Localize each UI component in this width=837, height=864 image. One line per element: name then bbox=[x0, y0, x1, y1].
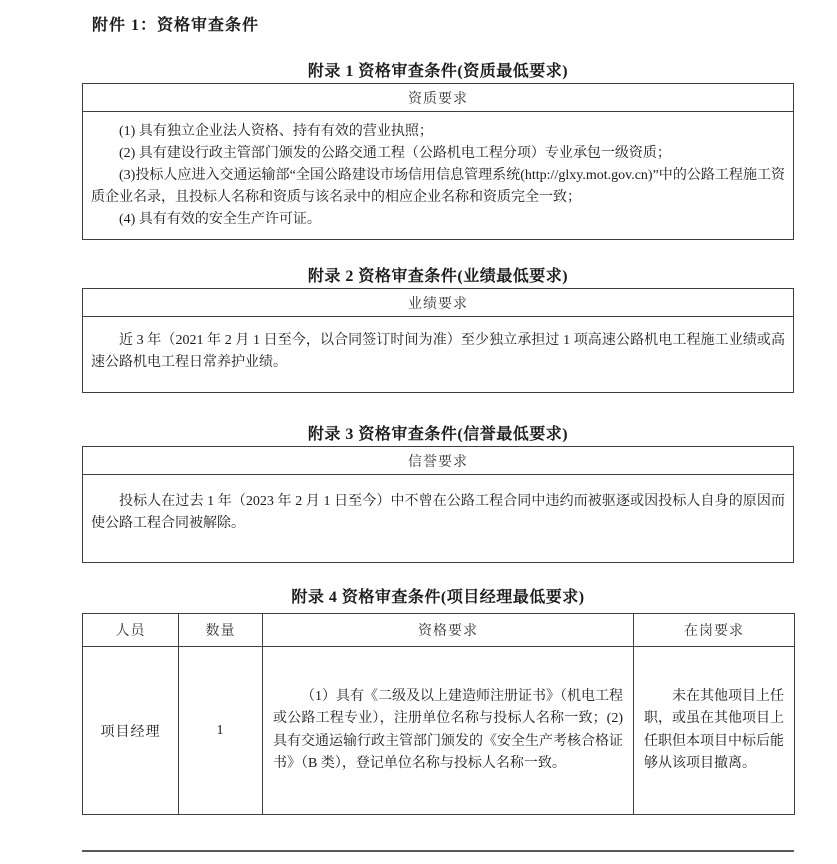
column-header-quantity: 数量 bbox=[179, 614, 263, 647]
on-duty-requirement-text: 未在其他项目上任职，或虽在其他项目上任职但本项目中标后能够从该项目撤离。 bbox=[644, 688, 784, 771]
cell-quantity: 1 bbox=[179, 647, 263, 815]
appendix-4-header-row bbox=[83, 614, 795, 647]
appendix-3-heading: 附录 3 资格审查条件(信誉最低要求) bbox=[307, 426, 569, 443]
document-title: 附件 1：资格审查条件 bbox=[92, 17, 260, 34]
qualification-item-1: (1) 具有独立企业法人资格、持有有效的营业执照； bbox=[119, 124, 433, 139]
qualification-item-2: (2) 具有建设行政主管部门颁发的公路交通工程（公路机电工程分项）专业承包一级资质； bbox=[119, 146, 671, 161]
appendix-2-table bbox=[82, 288, 794, 393]
appendix-1-heading: 附录 1 资格审查条件(资质最低要求) bbox=[307, 63, 569, 80]
appendix-3-table-header: 信誉要求 bbox=[83, 447, 794, 475]
appendix-4-table bbox=[82, 613, 795, 815]
document-page bbox=[0, 16, 837, 864]
reputation-requirement-text: 投标人在过去 1 年（2023 年 2 月 1 日至今）中不曾在公路工程合同中违约而被驱逐或因投标人自身的原因而使公路工程合同被解除。 bbox=[91, 494, 785, 531]
performance-requirement-text: 近 3 年（2021 年 2 月 1 日至今，以合同签订时间为准）至少独立承担过 1 项高速公路机电工程施工业绩或高速公路机电工程日常养护业绩。 bbox=[91, 333, 785, 370]
column-header-person: 人员 bbox=[83, 614, 179, 647]
cell-qualification bbox=[263, 647, 634, 815]
appendix-2-table-header: 业绩要求 bbox=[83, 289, 794, 317]
appendix-1-table-header: 资质要求 bbox=[83, 84, 794, 112]
qualification-requirement-text: （1）具有《二级及以上建造师注册证书》（机电工程或公路工程专业），注册单位名称与投标人名称一致；(2) 具有交通运输行政主管部门颁发的《安全生产考核合格证书》（B 类），登记单位名称与投标人名称一致。 bbox=[273, 688, 623, 771]
appendix-2-table-body bbox=[83, 317, 794, 393]
column-header-on-duty: 在岗要求 bbox=[634, 614, 795, 647]
table-row bbox=[83, 647, 795, 815]
page-bottom-rule bbox=[82, 850, 794, 852]
cell-on-duty bbox=[634, 647, 795, 815]
appendix-1-table bbox=[82, 83, 794, 240]
qualification-item-3: (3)投标人应进入交通运输部“全国公路建设市场信用信息管理系统(http://glxy.mot.gov.cn)”中的公路工程施工资质企业名录，且投标人名称和资质与该名录中的相应企业名称和资质完全一致； bbox=[91, 168, 785, 205]
qualification-item-4: (4) 具有有效的安全生产许可证。 bbox=[119, 212, 321, 227]
column-header-qualification: 资格要求 bbox=[263, 614, 634, 647]
appendix-3-table bbox=[82, 446, 794, 563]
appendix-1-table-body bbox=[83, 112, 794, 240]
appendix-2-heading: 附录 2 资格审查条件(业绩最低要求) bbox=[307, 268, 569, 285]
cell-person: 项目经理 bbox=[83, 647, 179, 815]
appendix-4-heading: 附录 4 资格审查条件(项目经理最低要求) bbox=[291, 589, 585, 606]
appendix-3-table-body bbox=[83, 475, 794, 563]
